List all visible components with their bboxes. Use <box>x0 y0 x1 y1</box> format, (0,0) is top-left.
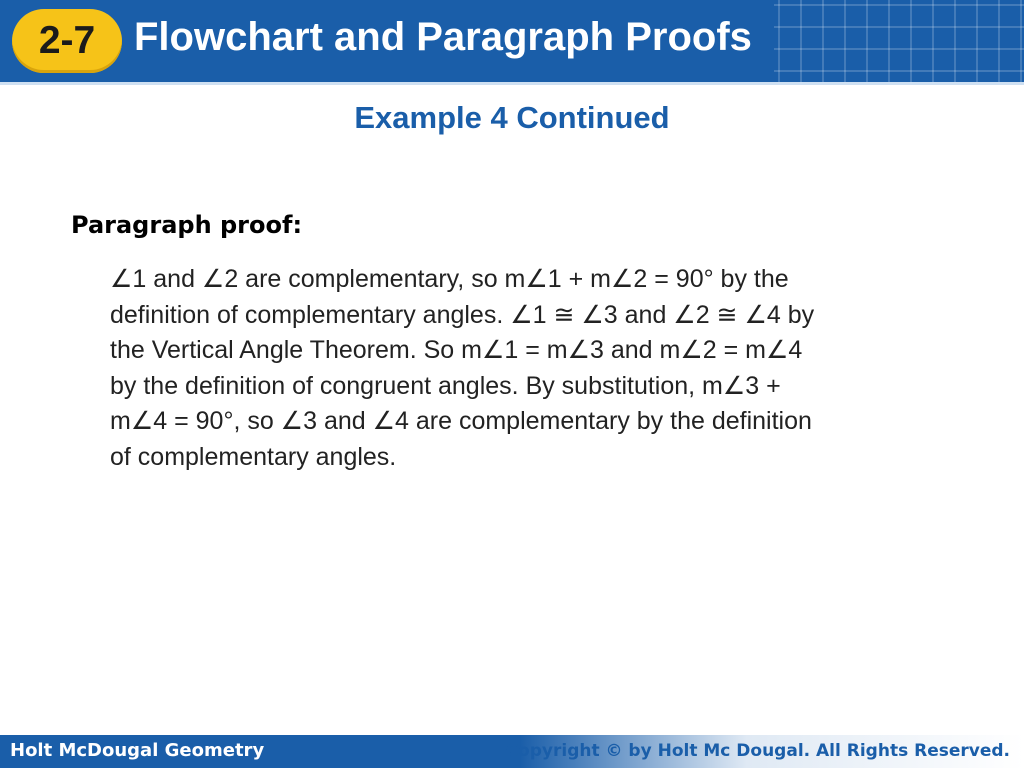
proof-line: of complementary angles. <box>110 442 397 471</box>
header-bar <box>0 0 1024 82</box>
proof-line: definition of complementary angles. ∠1 ≅ ∠3 and ∠2 ≅ ∠4 by <box>110 300 815 329</box>
footer-copyright-panel <box>505 735 1024 768</box>
header-grid-decoration <box>774 0 1024 82</box>
proof-line: by the definition of congruent angles. By substitution, m∠3 + <box>110 371 781 400</box>
proof-paragraph <box>110 262 930 476</box>
slide-subtitle: Example 4 Continued <box>354 100 670 135</box>
section-heading: Paragraph proof: <box>71 211 303 239</box>
lesson-badge <box>12 9 122 73</box>
header-divider <box>0 82 1024 85</box>
proof-line: ∠1 and ∠2 are complementary, so m∠1 + m∠2 = 90° by the <box>110 265 789 293</box>
footer-bar <box>0 735 1024 768</box>
footer-copyright: Copyright © by Holt Mc Dougal. All Rights Reserved. <box>505 741 1010 761</box>
page-title: Flowchart and Paragraph Proofs <box>134 15 752 59</box>
lesson-number: 2-7 <box>38 19 96 62</box>
proof-line: m∠4 = 90°, so ∠3 and ∠4 are complementary by the definition <box>110 407 812 436</box>
footer-book-title: Holt McDougal Geometry <box>10 740 265 761</box>
proof-line: the Vertical Angle Theorem. So m∠1 = m∠3 and m∠2 = m∠4 <box>110 336 803 365</box>
